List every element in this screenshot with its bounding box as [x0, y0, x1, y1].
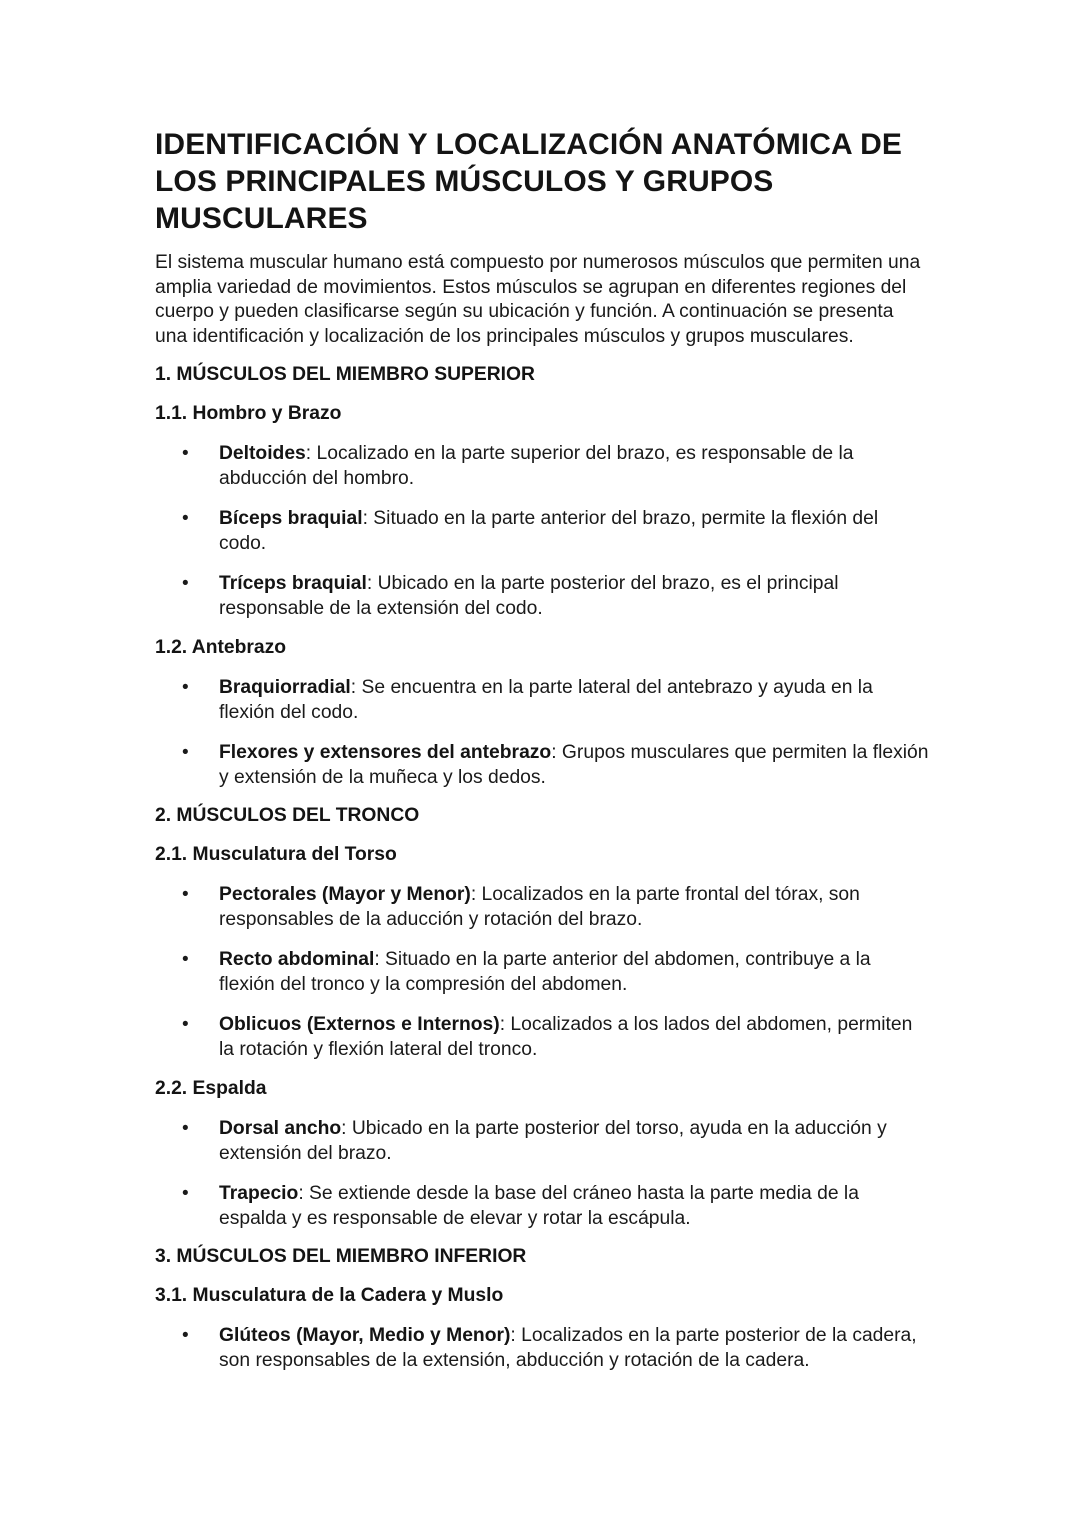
muscle-description: : Grupos musculares que permiten la flexión y extensión de la muñeca y los dedos.: [219, 742, 929, 789]
subsection-heading: 3.1. Musculatura de la Cadera y Muslo: [155, 1285, 504, 1307]
muscle-description: : Localizados a los lados del abdomen, permiten la rotación y flexión lateral del tronco.: [219, 1014, 913, 1061]
muscle-term: Recto abdominal: [219, 949, 375, 971]
bullet-icon: •: [182, 1014, 189, 1036]
muscle-description: : Localizado en la parte superior del brazo, es responsable de la abducción del hombro.: [219, 443, 854, 490]
bullet-icon: •: [182, 742, 189, 764]
muscle-list: [155, 675, 930, 790]
intro-paragraph: El sistema muscular humano está compuesto por numerosos músculos que permiten una amplia variedad de movimientos. Estos músculos se agrupan en diferentes regiones del cuerpo y pueden clasificarse según su ubicación y función. A continuación se presenta una identificación y localización de los principales músculos y grupos musculares.: [155, 252, 921, 347]
section-heading: 2. MÚSCULOS DEL TRONCO: [155, 805, 420, 827]
muscle-term: Dorsal ancho: [219, 1118, 342, 1140]
muscle-term: Braquiorradial: [219, 677, 351, 699]
bullet-icon: •: [182, 884, 189, 906]
muscle-description: : Se encuentra en la parte lateral del antebrazo y ayuda en la flexión del codo.: [219, 677, 873, 724]
list-item: [155, 571, 930, 621]
bullet-icon: •: [182, 573, 189, 595]
muscle-term: Tríceps braquial: [219, 573, 367, 595]
subsection-heading: 1.1. Hombro y Brazo: [155, 403, 342, 425]
muscle-description: : Situado en la parte anterior del brazo, permite la flexión del codo.: [219, 508, 879, 555]
bullet-icon: •: [182, 949, 189, 971]
muscle-description: : Situado en la parte anterior del abdomen, contribuye a la flexión del tronco y la compresión del abdomen.: [219, 949, 871, 996]
muscle-list: [155, 882, 930, 1062]
bullet-icon: •: [182, 443, 189, 465]
subsection-heading: 1.2. Antebrazo: [155, 637, 287, 659]
muscle-description: : Ubicado en la parte posterior del torso, ayuda en la aducción y extensión del brazo.: [219, 1118, 887, 1165]
list-item: [155, 740, 930, 790]
muscle-term: Pectorales (Mayor y Menor): [219, 884, 471, 906]
muscle-list: [155, 1116, 930, 1231]
list-item: [155, 506, 930, 556]
bullet-icon: •: [182, 1325, 189, 1347]
bullet-icon: •: [182, 508, 189, 530]
bullet-icon: •: [182, 1118, 189, 1140]
bullet-icon: •: [182, 677, 189, 699]
section-heading: 1. MÚSCULOS DEL MIEMBRO SUPERIOR: [155, 364, 535, 386]
muscle-description: : Localizados en la parte posterior de la cadera, son responsables de la extensión, abducción y rotación de la cadera.: [219, 1325, 917, 1372]
bullet-icon: •: [182, 1183, 189, 1205]
muscle-term: Bíceps braquial: [219, 508, 363, 530]
list-item: [155, 441, 930, 491]
document-content: [155, 126, 930, 1373]
muscle-term: Deltoides: [219, 443, 306, 465]
list-item: [155, 1323, 930, 1373]
list-item: [155, 947, 930, 997]
list-item: [155, 1012, 930, 1062]
muscle-term: Oblicuos (Externos e Internos): [219, 1014, 500, 1036]
muscle-list: [155, 441, 930, 621]
muscle-description: : Localizados en la parte frontal del tórax, son responsables de la aducción y rotación del brazo.: [219, 884, 860, 931]
list-item: [155, 882, 930, 932]
list-item: [155, 1181, 930, 1231]
muscle-term: Trapecio: [219, 1183, 299, 1205]
document-title: IDENTIFICACIÓN Y LOCALIZACIÓN ANATÓMICA DE LOS PRINCIPALES MÚSCULOS Y GRUPOS MUSCULARES: [155, 128, 902, 235]
muscle-description: : Ubicado en la parte posterior del brazo, es el principal responsable de la extensión del codo.: [219, 573, 839, 620]
muscle-term: Glúteos (Mayor, Medio y Menor): [219, 1325, 511, 1347]
muscle-list: [155, 1323, 930, 1373]
list-item: [155, 675, 930, 725]
section-heading: 3. MÚSCULOS DEL MIEMBRO INFERIOR: [155, 1246, 527, 1268]
list-item: [155, 1116, 930, 1166]
muscle-description: : Se extiende desde la base del cráneo hasta la parte media de la espalda y es responsable de elevar y rotar la escápula.: [219, 1183, 859, 1230]
subsection-heading: 2.1. Musculatura del Torso: [155, 844, 397, 866]
subsection-heading: 2.2. Espalda: [155, 1078, 267, 1100]
muscle-term: Flexores y extensores del antebrazo: [219, 742, 552, 764]
